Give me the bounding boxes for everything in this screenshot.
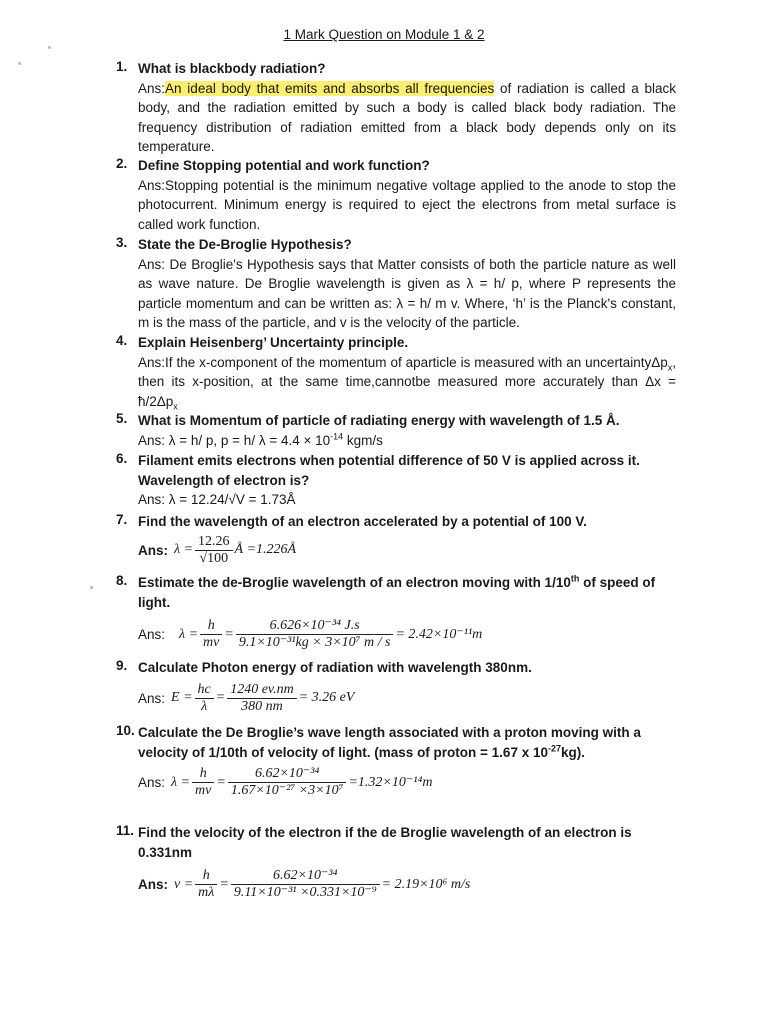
answer-text: Ans: De Broglie's Hypothesis says that Matter consists of both the particle nature as well as wave nature. De Broglie wavelength is given as λ = h/ p, where P represents the particle momentum and can be written as: λ = h/ m v. Where, ‘h’ is the Planck's constant, m is the mass of the particle, and v is the velocity of the particle. [138, 256, 676, 330]
fraction [228, 766, 347, 799]
denominator: λ [195, 698, 214, 715]
question-number: 4. [116, 333, 128, 348]
equation-lhs: λ = [174, 542, 194, 557]
numerator: 6.626×10⁻³⁴ J.s [269, 618, 360, 633]
answer-text: Ans: λ = h/ p, p = h/ $\lambda = 4.4 \times 10^{-14}$ kgm/s [138, 431, 383, 448]
denominator: mv [200, 634, 222, 651]
question-3 [116, 235, 676, 333]
equation-lhs: E = [171, 690, 193, 705]
numerator: hc [197, 681, 211, 697]
question-number: 8. [116, 573, 128, 588]
question-text: Calculate the De Broglie’s wave length associated with a proton moving with a velocity of 1/10th of velocity of light. (mass of proton = 1.67 x $10^{-27}kg$). [138, 725, 641, 760]
question-6 [116, 451, 676, 510]
question-text: What is blackbody radiation? [138, 61, 326, 76]
question-5 [116, 411, 676, 450]
question-7 [116, 512, 676, 567]
denominator: 1.67×10⁻²⁷ ×3×10⁷ [228, 782, 347, 799]
question-number: 3. [116, 235, 128, 250]
question-2 [116, 156, 676, 234]
numerator: 6.62×10⁻³⁴ [273, 868, 338, 883]
numerator: 12.26 [198, 533, 230, 549]
answer-equation: Ans: E = $\frac{hc}{\lambda}$ = $\frac{1240 ev.nm}{380 nm}$ = 3.26 eV [138, 681, 355, 714]
answer-text: Ans:If the x-component of the momentum of aparticle is measured with an uncertaintyΔp$_x$, then its x-position, at the same time,cannotbe measured more accurately than $\Delta x = ħ/2\Delta p_x$ [138, 354, 676, 412]
equation-rhs: = 2.42×10⁻¹¹m [395, 627, 483, 642]
question-number: 10. [116, 723, 135, 738]
question-4 [116, 333, 676, 411]
fraction [231, 868, 380, 901]
page-title: 1 Mark Question on Module 1 & 2 [283, 27, 485, 42]
answer-label: Ans: [138, 877, 168, 892]
question-9 [116, 658, 676, 715]
fraction [195, 534, 233, 567]
question-number: 7. [116, 512, 128, 527]
question-11 [116, 823, 676, 901]
numerator: 6.62×10⁻³⁴ [254, 766, 320, 781]
fraction [227, 682, 297, 715]
equation-rhs: Å =1.226Å [234, 542, 297, 557]
scan-speck [18, 62, 21, 65]
answer-equation: Ans: λ = $\frac{h}{mv}$ = $\frac{\text{6.626×10⁻³⁴ J.s}}{\text{9.1×10⁻³¹kg × 3×10⁷ m / s}}$ = 2.42×10⁻¹¹m [138, 618, 483, 650]
question-text: What is Momentum of particle of radiating energy with wavelength of 1.5 Å. [138, 413, 620, 428]
denominator: mλ [195, 884, 217, 901]
question-text: Find the velocity of the electron if the de Broglie wavelength of an electron is 0.331nm [138, 825, 632, 860]
highlighted-text: An ideal body that emits and absorbs all frequencies [165, 80, 495, 96]
question-1 [116, 59, 676, 157]
numerator: h [202, 868, 210, 883]
fraction [195, 868, 217, 901]
scan-speck [90, 586, 93, 589]
question-number: 2. [116, 156, 128, 171]
denominator: 9.11×10⁻³¹ ×0.331×10⁻⁹ [231, 884, 380, 901]
denominator: 380 nm [227, 698, 297, 715]
answer-label: Ans: [138, 627, 166, 642]
answer-label: Ans: [138, 542, 168, 558]
answer-text: Ans:An ideal body that emits and absorbs all frequencies of radiation is called a black body, and the radiation emitted by such a body is called black body radiation. The frequency distribution of radiation emitted from a black body depends only on its temperature. [138, 80, 676, 154]
question-text: Explain Heisenberg’ Uncertainty principle. [138, 335, 409, 350]
question-text: Calculate Photon energy of radiation with wavelength 380nm. [138, 660, 532, 675]
question-text: Filament emits electrons when potential difference of 50 V is applied across it. Wavelength of electron is? [138, 453, 640, 488]
answer-text: Ans: λ = 12.24/√V = 1.73Å [138, 492, 296, 507]
question-text: Estimate the de-Broglie wavelength of an electron moving with 1/10th of speed of light. [138, 573, 656, 610]
equation-rhs: =1.32×10⁻¹⁴m [348, 775, 433, 790]
question-8 [116, 573, 676, 651]
denominator: 9.1×10⁻³¹kg × 3×10⁷ m / s [236, 634, 394, 651]
equation-lhs: v = [174, 876, 194, 892]
numerator: 1240 ev.nm [230, 681, 294, 697]
fraction [200, 618, 222, 651]
denominator: mv [192, 782, 214, 799]
answer-label: Ans: [138, 690, 166, 706]
fraction [192, 766, 214, 799]
question-10 [116, 723, 676, 799]
fraction [236, 618, 394, 651]
question-number: 11. [116, 823, 135, 838]
equation-lhs: λ = [171, 774, 191, 790]
scan-speck [48, 46, 51, 49]
answer-text: Ans:Stopping potential is the minimum negative voltage applied to the anode to stop the photocurrent. Minimum energy is required to eject the electrons from metal surface is called work function. [138, 177, 676, 232]
denominator: √100 [195, 550, 233, 567]
answer-equation: Ans: v = $\frac{h}{m\lambda}$ = $\frac{\text{6.62×10⁻³⁴}}{\text{9.11×10⁻³¹ ×0.331×10⁻⁹}}$ = 2.19×10⁶ m/s [138, 868, 471, 900]
equation-rhs: = 3.26 eV [298, 690, 355, 705]
question-number: 9. [116, 658, 128, 673]
answer-label: Ans: [138, 775, 166, 790]
question-number: 1. [116, 59, 128, 74]
equation-lhs: λ = [179, 626, 199, 642]
question-number: 5. [116, 411, 128, 426]
answer-equation [138, 534, 676, 567]
fraction [195, 682, 214, 715]
equation-rhs: = 2.19×10⁶ m/s [381, 876, 471, 892]
numerator: h [207, 618, 215, 633]
question-text: Find the wavelength of an electron accelerated by a potential of 100 V. [138, 514, 587, 529]
numerator: h [199, 766, 207, 781]
question-text: Define Stopping potential and work function? [138, 158, 430, 173]
question-number: 6. [116, 451, 128, 466]
answer-equation: Ans: λ = $\frac{h}{mv}$ = $\frac{\text{6.62×10⁻³⁴}}{\text{1.67×10⁻²⁷ ×3×10⁷}}$ =1.32×10⁻¹⁴m [138, 766, 433, 798]
question-text: State the De-Broglie Hypothesis? [138, 237, 352, 252]
